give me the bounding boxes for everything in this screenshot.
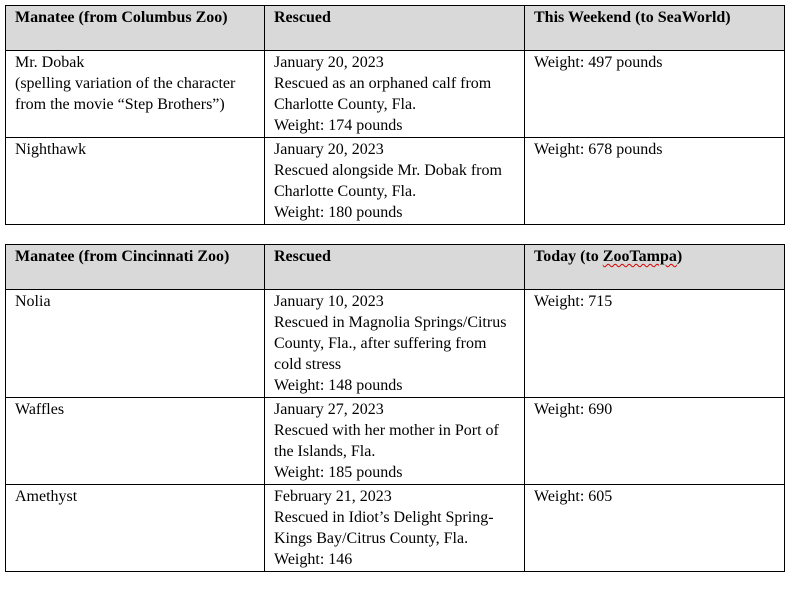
rescue-description: Rescued as an orphaned calf from Charlotte County, Fla. bbox=[274, 75, 496, 113]
rescued-cell bbox=[265, 485, 525, 572]
cincinnati-manatee-table bbox=[5, 244, 785, 572]
rescue-description: Rescued in Magnolia Springs/Citrus County, Fla., after suffering from cold stress bbox=[274, 314, 511, 373]
rescued-cell bbox=[265, 138, 525, 225]
current-weight-cell bbox=[525, 485, 785, 572]
table-header-row bbox=[6, 245, 785, 290]
destination-suffix: ) bbox=[676, 248, 683, 265]
rescue-description: Rescued alongside Mr. Dobak from Charlotte County, Fla. bbox=[274, 162, 506, 200]
rescued-cell bbox=[265, 398, 525, 485]
rescue-weight: Weight: 148 pounds bbox=[274, 377, 403, 394]
rescue-weight: Weight: 146 bbox=[274, 551, 353, 568]
rescue-date: January 27, 2023 bbox=[274, 401, 384, 418]
rescue-date: February 21, 2023 bbox=[274, 488, 392, 505]
manatee-name-cell bbox=[6, 398, 265, 485]
manatee-name: Mr. Dobak bbox=[15, 54, 85, 71]
table-row bbox=[6, 485, 785, 572]
rescue-weight: Weight: 180 pounds bbox=[274, 204, 403, 221]
manatee-name: Waffles bbox=[15, 401, 65, 418]
rescued-cell bbox=[265, 290, 525, 398]
current-weight-cell bbox=[525, 51, 785, 138]
rescue-date: January 10, 2023 bbox=[274, 293, 384, 310]
table-row bbox=[6, 398, 785, 485]
current-weight: Weight: 678 pounds bbox=[534, 141, 663, 158]
column-header-rescued: Rescued bbox=[265, 6, 525, 51]
column-header-destination: This Weekend (to SeaWorld) bbox=[525, 6, 785, 51]
manatee-name: Amethyst bbox=[15, 488, 78, 505]
spellcheck-flagged-word: ZooTampa bbox=[602, 248, 677, 265]
rescue-description: Rescued in Idiot’s Delight Spring-Kings Bay/Citrus County, Fla. bbox=[274, 509, 494, 547]
rescue-weight: Weight: 174 pounds bbox=[274, 117, 403, 134]
current-weight: Weight: 497 pounds bbox=[534, 54, 663, 71]
manatee-name-note: (spelling variation of the character from the movie “Step Brothers”) bbox=[15, 75, 240, 113]
current-weight-cell bbox=[525, 138, 785, 225]
column-header-manatee: Manatee (from Columbus Zoo) bbox=[6, 6, 265, 51]
rescued-cell bbox=[265, 51, 525, 138]
manatee-name-cell bbox=[6, 485, 265, 572]
destination-prefix: Today (to bbox=[534, 248, 603, 265]
columbus-manatee-table bbox=[5, 5, 785, 225]
current-weight-cell bbox=[525, 290, 785, 398]
table-row bbox=[6, 138, 785, 225]
rescue-description: Rescued with her mother in Port of the Islands, Fla. bbox=[274, 422, 503, 460]
manatee-name: Nighthawk bbox=[15, 141, 87, 158]
manatee-name-cell bbox=[6, 51, 265, 138]
column-header-rescued: Rescued bbox=[265, 245, 525, 290]
current-weight: Weight: 605 bbox=[534, 488, 613, 505]
rescue-weight: Weight: 185 pounds bbox=[274, 464, 403, 481]
column-header-manatee: Manatee (from Cincinnati Zoo) bbox=[6, 245, 265, 290]
table-row bbox=[6, 51, 785, 138]
table-row bbox=[6, 290, 785, 398]
column-header-destination bbox=[525, 245, 785, 290]
manatee-name-cell bbox=[6, 138, 265, 225]
rescue-date: January 20, 2023 bbox=[274, 54, 384, 71]
manatee-name-cell bbox=[6, 290, 265, 398]
manatee-name: Nolia bbox=[15, 293, 51, 310]
current-weight-cell bbox=[525, 398, 785, 485]
current-weight: Weight: 715 bbox=[534, 293, 613, 310]
rescue-date: January 20, 2023 bbox=[274, 141, 384, 158]
table-header-row bbox=[6, 6, 785, 51]
current-weight: Weight: 690 bbox=[534, 401, 613, 418]
